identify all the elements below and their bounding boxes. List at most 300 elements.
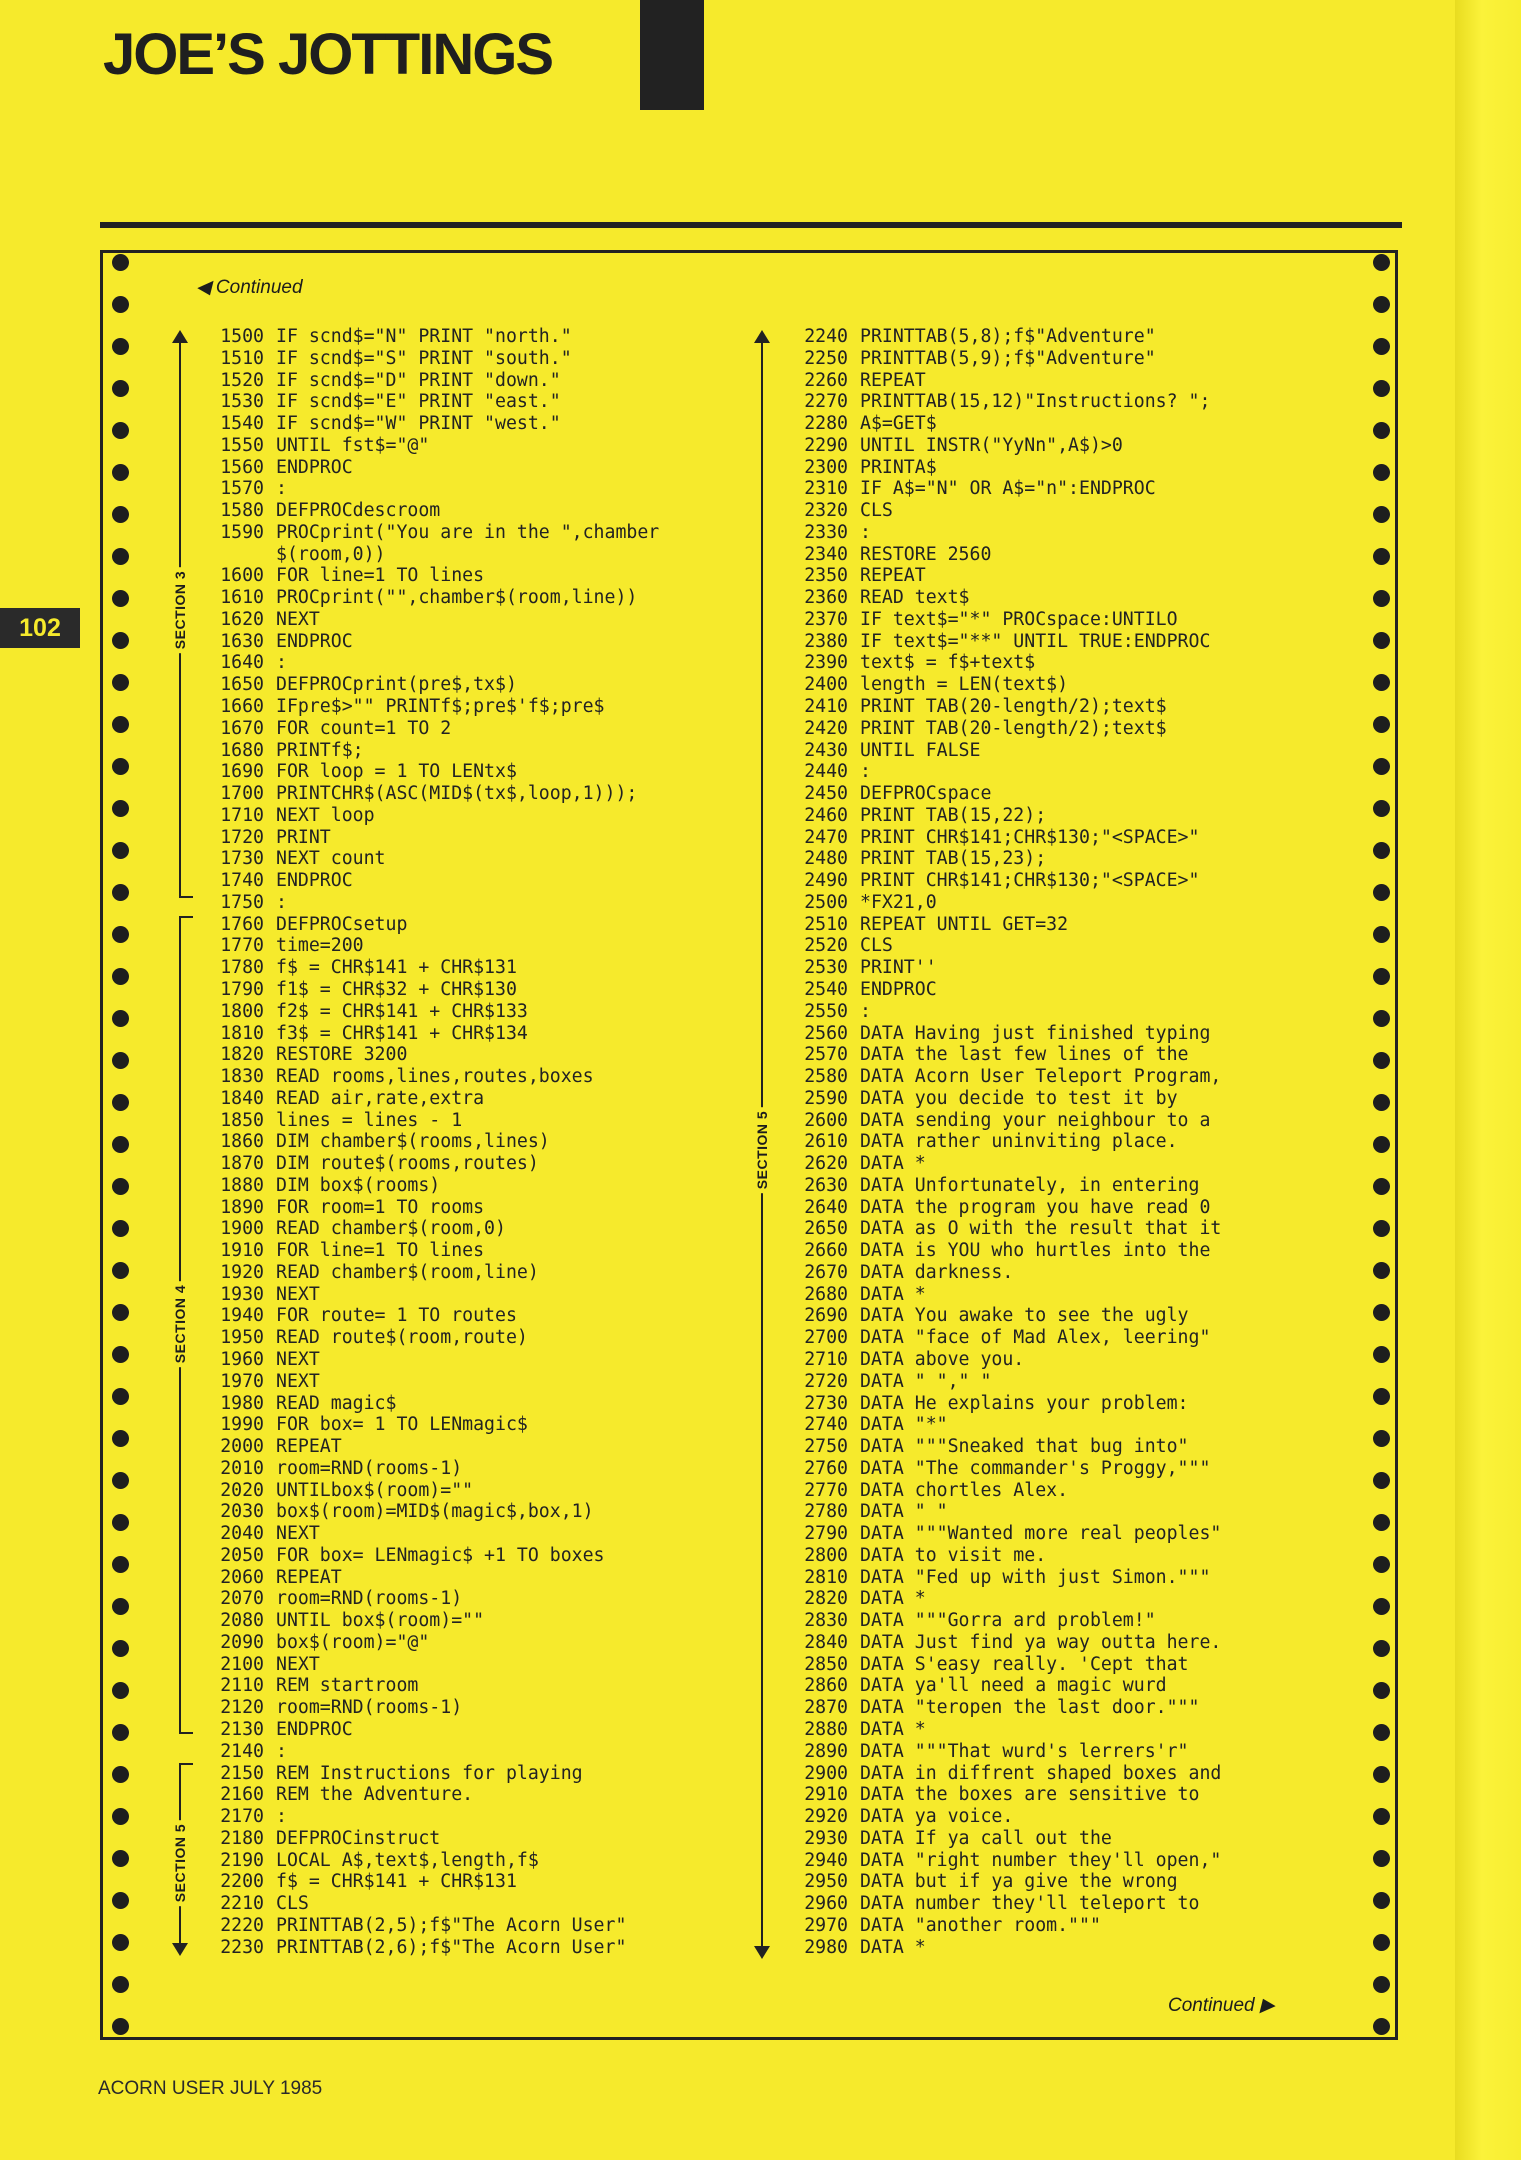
code-text: PRINT CHR$141;CHR$130;"<SPACE>" (860, 826, 1200, 848)
line-number: 2010 (220, 1457, 264, 1479)
code-line (206, 870, 659, 892)
line-number: 2680 (804, 1283, 848, 1305)
line-number: 1800 (220, 1000, 264, 1022)
line-number: 2310 (804, 478, 848, 500)
perforation-hole (1373, 1766, 1390, 1783)
code-line (790, 1131, 1221, 1153)
code-line (206, 413, 659, 435)
perforation-hole (1373, 1724, 1390, 1741)
code-line (206, 848, 659, 870)
code-line (206, 522, 659, 544)
line-number: 2810 (804, 1566, 848, 1588)
code-text: DATA "Fed up with just Simon.""" (860, 1566, 1211, 1588)
line-number: 1890 (220, 1196, 264, 1218)
code-text: FOR box= LENmagic$ +1 TO boxes (276, 1544, 605, 1566)
line-number: 2720 (804, 1370, 848, 1392)
code-text: room=RND(rooms-1) (276, 1588, 463, 1610)
line-number: 2200 (220, 1871, 264, 1893)
line-number: 1530 (220, 391, 264, 413)
line-number: 1810 (220, 1022, 264, 1044)
code-text: FOR count=1 TO 2 (276, 717, 452, 739)
perforation-hole (1373, 1430, 1390, 1447)
line-number: 1750 (220, 891, 264, 913)
code-text: DEFPROCinstruct (276, 1827, 441, 1849)
perforation-hole (1373, 590, 1390, 607)
line-number: 2560 (804, 1022, 848, 1044)
code-text: IF A$="N" OR A$="n":ENDPROC (860, 478, 1156, 500)
line-number: 1720 (220, 826, 264, 848)
line-number: 2220 (220, 1914, 264, 1936)
code-text: DATA sending your neighbour to a (860, 1109, 1211, 1131)
code-line (206, 1414, 659, 1436)
perforation-hole (112, 1178, 129, 1195)
code-text: REPEAT (860, 369, 926, 391)
line-number: 2970 (804, 1914, 848, 1936)
code-line (790, 435, 1221, 457)
code-line (206, 1588, 659, 1610)
code-line (790, 1088, 1221, 1110)
line-number: 2460 (804, 804, 848, 826)
line-number: 1940 (220, 1305, 264, 1327)
line-number: 1660 (220, 696, 264, 718)
code-text: PROCprint("You are in the ",chamber (276, 521, 660, 543)
perforation-hole (1373, 758, 1390, 775)
line-number: 2980 (804, 1936, 848, 1958)
code-text: f$ = CHR$141 + CHR$131 (276, 1871, 517, 1893)
line-number: 2610 (804, 1131, 848, 1153)
line-number: 2550 (804, 1000, 848, 1022)
section-5-marker-right (742, 330, 782, 1960)
code-text: PRINTTAB(5,9);f$"Adventure" (860, 347, 1156, 369)
code-line (206, 1458, 659, 1480)
code-text: PRINTTAB(2,6);f$"The Acorn User" (276, 1936, 627, 1958)
code-line (790, 1763, 1221, 1785)
perforation-hole (112, 1682, 129, 1699)
perforation-hole (1373, 1052, 1390, 1069)
line-number: 2630 (804, 1174, 848, 1196)
header-bar (640, 0, 704, 110)
code-line (790, 1697, 1221, 1719)
continued-from-marker: ◀ Continued (196, 277, 303, 298)
code-line (790, 652, 1221, 674)
left-triangle-icon: ◀ (196, 277, 211, 298)
code-text: PROCprint("",chamber$(room,line)) (276, 587, 638, 609)
perforation-holes-left (112, 250, 132, 2040)
perforation-hole (112, 1472, 129, 1489)
perforation-hole (1373, 506, 1390, 523)
code-line (206, 1305, 659, 1327)
code-text: box$(room)=MID$(magic$,box,1) (276, 1501, 594, 1523)
code-line (206, 348, 659, 370)
code-text: DATA * (860, 1588, 926, 1610)
code-text: ENDPROC (860, 978, 937, 1000)
perforation-hole (112, 1892, 129, 1909)
perforation-hole (1373, 1598, 1390, 1615)
code-text: : (276, 891, 287, 913)
line-number: 1600 (220, 565, 264, 587)
code-column-right (790, 326, 1221, 1958)
code-text: DATA " " (860, 1501, 948, 1523)
line-number: 2000 (220, 1436, 264, 1458)
code-line (790, 1458, 1221, 1480)
code-text: DATA "The commander's Proggy,""" (860, 1457, 1211, 1479)
line-number: 2870 (804, 1697, 848, 1719)
line-number: 2110 (220, 1675, 264, 1697)
perforation-hole (1373, 1934, 1390, 1951)
perforation-hole (112, 380, 129, 397)
perforation-hole (1373, 1808, 1390, 1825)
code-text: READ text$ (860, 587, 970, 609)
code-text: DATA " "," " (860, 1370, 992, 1392)
line-number: 2650 (804, 1218, 848, 1240)
line-number: 2250 (804, 347, 848, 369)
code-text: DATA Acorn User Teleport Program, (860, 1066, 1222, 1088)
code-line (790, 1523, 1221, 1545)
code-line (206, 457, 659, 479)
code-line (206, 1871, 659, 1893)
code-line (206, 1349, 659, 1371)
section-label: SECTION 3 (170, 567, 190, 653)
code-line (790, 1044, 1221, 1066)
code-line (206, 1915, 659, 1937)
code-text: IF text$="*" PROCspace:UNTILO (860, 608, 1178, 630)
line-number: 1840 (220, 1087, 264, 1109)
line-number: 2180 (220, 1827, 264, 1849)
code-text: DATA is YOU who hurtles into the (860, 1240, 1211, 1262)
page-title: JOE’S JOTTINGS (103, 22, 552, 87)
code-text: DATA the last few lines of the (860, 1044, 1189, 1066)
line-number: 1560 (220, 456, 264, 478)
line-number: 2820 (804, 1588, 848, 1610)
perforation-hole (112, 338, 129, 355)
line-number: 2860 (804, 1675, 848, 1697)
code-line (790, 1349, 1221, 1371)
code-line (206, 435, 659, 457)
code-line (790, 1806, 1221, 1828)
line-number: 2780 (804, 1501, 848, 1523)
line-number: 1710 (220, 804, 264, 826)
line-number: 1900 (220, 1218, 264, 1240)
code-text: PRINT TAB(15,23); (860, 848, 1047, 870)
code-line (790, 1480, 1221, 1502)
code-line (206, 1110, 659, 1132)
line-number: 2420 (804, 717, 848, 739)
line-number: 2290 (804, 434, 848, 456)
code-text: DIM chamber$(rooms,lines) (276, 1131, 550, 1153)
line-number: 2490 (804, 870, 848, 892)
perforation-hole (112, 296, 129, 313)
line-number: 2830 (804, 1610, 848, 1632)
line-number: 1830 (220, 1066, 264, 1088)
code-line (790, 1001, 1221, 1023)
line-number: 1920 (220, 1261, 264, 1283)
line-number: 2080 (220, 1610, 264, 1632)
line-number: 1580 (220, 500, 264, 522)
line-number: 1980 (220, 1392, 264, 1414)
code-text: REPEAT (276, 1566, 342, 1588)
line-number: 2240 (804, 326, 848, 347)
code-line (790, 674, 1221, 696)
code-text: DATA Just find ya way outta here. (860, 1631, 1222, 1653)
perforation-hole (1373, 1556, 1390, 1573)
line-number: 1740 (220, 870, 264, 892)
line-number: 2450 (804, 783, 848, 805)
code-text: : (860, 1000, 871, 1022)
line-number: 2880 (804, 1719, 848, 1740)
code-text: NEXT (276, 1653, 320, 1675)
code-text: READ air,rate,extra (276, 1087, 485, 1109)
code-text: : (860, 761, 871, 783)
perforation-hole (112, 1514, 129, 1531)
line-number: 2800 (804, 1544, 848, 1566)
code-line (206, 1262, 659, 1284)
code-line (206, 674, 659, 696)
code-line (206, 783, 659, 805)
code-text: NEXT count (276, 848, 386, 870)
perforation-hole (112, 674, 129, 691)
code-line (790, 1871, 1221, 1893)
code-line (206, 1218, 659, 1240)
continued-on-marker: Continued ▶ (1168, 1995, 1275, 2016)
code-line (206, 652, 659, 674)
code-text: box$(room)="@" (276, 1631, 430, 1653)
code-line (790, 1110, 1221, 1132)
code-text: $(room,0)) (276, 543, 386, 565)
code-text: IF scnd$="N" PRINT "north." (276, 326, 572, 347)
perforation-hole (112, 1010, 129, 1027)
code-text: CLS (276, 1893, 309, 1915)
line-number: 2270 (804, 391, 848, 413)
line-number: 2030 (220, 1501, 264, 1523)
code-text: UNTIL box$(room)="" (276, 1610, 485, 1632)
line-number: 2950 (804, 1871, 848, 1893)
code-text: DATA * (860, 1936, 926, 1958)
code-text: DATA rather uninviting place. (860, 1131, 1178, 1153)
code-text: DATA """Sneaked that bug into" (860, 1436, 1189, 1458)
code-line (206, 1175, 659, 1197)
code-line (790, 740, 1221, 762)
line-number: 2410 (804, 696, 848, 718)
perforation-hole (1373, 926, 1390, 943)
code-line (790, 631, 1221, 653)
perforation-hole (112, 422, 129, 439)
code-text: CLS (860, 500, 893, 522)
line-number: 2500 (804, 891, 848, 913)
code-line (790, 1023, 1221, 1045)
code-line (206, 1240, 659, 1262)
perforation-hole (1373, 1136, 1390, 1153)
code-text: PRINTf$; (276, 739, 364, 761)
code-line (206, 565, 659, 587)
perforation-hole (1373, 1178, 1390, 1195)
line-number: 2470 (804, 826, 848, 848)
perforation-hole (112, 968, 129, 985)
code-line (206, 805, 659, 827)
line-number: 1640 (220, 652, 264, 674)
code-text: A$=GET$ (860, 413, 937, 435)
code-line (206, 1741, 659, 1763)
code-text: DATA """Wanted more real peoples" (860, 1523, 1222, 1545)
code-text: PRINTTAB(15,12)"Instructions? "; (860, 391, 1211, 413)
perforation-hole (1373, 1472, 1390, 1489)
line-number: 1690 (220, 761, 264, 783)
code-column-left (206, 326, 659, 1958)
code-line (206, 1393, 659, 1415)
code-text: UNTIL INSTR("YyNn",A$)>0 (860, 434, 1123, 456)
line-number: 2070 (220, 1588, 264, 1610)
footer-credit: ACORN USER JULY 1985 (98, 2078, 323, 2099)
code-text: lines = lines - 1 (276, 1109, 463, 1131)
page-edge (1455, 0, 1521, 2160)
code-line (790, 805, 1221, 827)
code-text: IF scnd$="S" PRINT "south." (276, 347, 572, 369)
code-text: DATA "another room.""" (860, 1914, 1101, 1936)
code-line (206, 696, 659, 718)
code-line (790, 1741, 1221, 1763)
code-text: READ magic$ (276, 1392, 397, 1414)
code-text: RESTORE 3200 (276, 1044, 408, 1066)
code-text: PRINTTAB(2,5);f$"The Acorn User" (276, 1914, 627, 1936)
line-number: 2760 (804, 1457, 848, 1479)
perforation-hole (112, 716, 129, 733)
code-line (206, 1436, 659, 1458)
code-text: REPEAT (860, 565, 926, 587)
perforation-hole (112, 1388, 129, 1405)
code-line (790, 1284, 1221, 1306)
line-number: 2510 (804, 913, 848, 935)
down-arrow-icon (172, 1943, 188, 1956)
code-text: PRINT TAB(20-length/2);text$ (860, 717, 1167, 739)
line-number: 2090 (220, 1631, 264, 1653)
code-text: ENDPROC (276, 1719, 353, 1740)
line-number: 2160 (220, 1784, 264, 1806)
code-text: UNTIL FALSE (860, 739, 981, 761)
line-number: 1510 (220, 347, 264, 369)
line-number: 2400 (804, 674, 848, 696)
line-number: 2150 (220, 1762, 264, 1784)
code-text: ENDPROC (276, 630, 353, 652)
section-3-marker (160, 330, 200, 900)
page-number: 102 (0, 608, 80, 648)
code-text: *FX21,0 (860, 891, 937, 913)
line-number: 1760 (220, 913, 264, 935)
code-line (206, 1697, 659, 1719)
line-number: 2670 (804, 1261, 848, 1283)
code-text: DATA "*" (860, 1414, 948, 1436)
code-text: PRINTA$ (860, 456, 937, 478)
code-line (790, 587, 1221, 609)
perforation-hole (112, 2018, 129, 2035)
line-number: 2050 (220, 1544, 264, 1566)
code-line (790, 1197, 1221, 1219)
code-line (206, 1784, 659, 1806)
line-number: 2440 (804, 761, 848, 783)
line-number: 2020 (220, 1479, 264, 1501)
code-text: : (276, 1740, 287, 1762)
code-text: : (860, 521, 871, 543)
down-arrow-icon (754, 1946, 770, 1959)
perforation-hole (112, 1094, 129, 1111)
line-number: 2360 (804, 587, 848, 609)
code-text: READ chamber$(room,0) (276, 1218, 506, 1240)
line-number: 2260 (804, 369, 848, 391)
code-line (206, 1044, 659, 1066)
code-text: DATA in diffrent shaped boxes and (860, 1762, 1222, 1784)
perforation-hole (112, 1598, 129, 1615)
line-number: 2640 (804, 1196, 848, 1218)
code-text: DATA You awake to see the ugly (860, 1305, 1189, 1327)
code-text: DATA number they'll teleport to (860, 1893, 1200, 1915)
line-number: 2660 (804, 1240, 848, 1262)
code-text: CLS (860, 935, 893, 957)
code-line (790, 914, 1221, 936)
code-line (206, 1371, 659, 1393)
code-text: NEXT (276, 608, 320, 630)
line-number: 1590 (220, 521, 264, 543)
code-text: room=RND(rooms-1) (276, 1697, 463, 1719)
code-line (790, 1414, 1221, 1436)
right-triangle-icon: ▶ (1259, 1995, 1275, 2016)
code-text: : (276, 478, 287, 500)
code-text: FOR loop = 1 TO LENtx$ (276, 761, 517, 783)
line-number: 2480 (804, 848, 848, 870)
perforation-hole (1373, 338, 1390, 355)
code-line (206, 1327, 659, 1349)
perforation-hole (112, 1976, 129, 1993)
code-line (206, 1480, 659, 1502)
code-text: DATA S'easy really. 'Cept that (860, 1653, 1189, 1675)
code-line (790, 1893, 1221, 1915)
code-text: DATA the boxes are sensitive to (860, 1784, 1200, 1806)
perforation-hole (1373, 380, 1390, 397)
code-line (206, 1632, 659, 1654)
line-number: 2930 (804, 1827, 848, 1849)
line-number: 2130 (220, 1719, 264, 1740)
code-text: READ chamber$(room,line) (276, 1261, 539, 1283)
code-line (206, 631, 659, 653)
line-number: 2060 (220, 1566, 264, 1588)
perforation-hole (112, 884, 129, 901)
code-line (790, 1327, 1221, 1349)
code-line (790, 1675, 1221, 1697)
line-number: 1850 (220, 1109, 264, 1131)
line-number: 1970 (220, 1370, 264, 1392)
perforation-hole (112, 632, 129, 649)
code-text: PRINTTAB(5,8);f$"Adventure" (860, 326, 1156, 347)
perforation-hole (1373, 674, 1390, 691)
perforation-hole (1373, 548, 1390, 565)
code-text: REM startroom (276, 1675, 419, 1697)
code-line (790, 1305, 1221, 1327)
line-number: 2710 (804, 1348, 848, 1370)
code-text: REM the Adventure. (276, 1784, 474, 1806)
code-line (206, 1284, 659, 1306)
perforation-hole (112, 1640, 129, 1657)
perforation-hole (1373, 1094, 1390, 1111)
code-text: REM Instructions for playing (276, 1762, 583, 1784)
code-line (206, 1850, 659, 1872)
code-text: length = LEN(text$) (860, 674, 1069, 696)
perforation-hole (1373, 1262, 1390, 1279)
line-number: 1790 (220, 978, 264, 1000)
code-line (206, 1828, 659, 1850)
code-line (206, 1937, 659, 1959)
line-number: 2790 (804, 1523, 848, 1545)
line-number: 2540 (804, 978, 848, 1000)
code-line (790, 870, 1221, 892)
perforation-hole (112, 926, 129, 943)
code-line (790, 370, 1221, 392)
